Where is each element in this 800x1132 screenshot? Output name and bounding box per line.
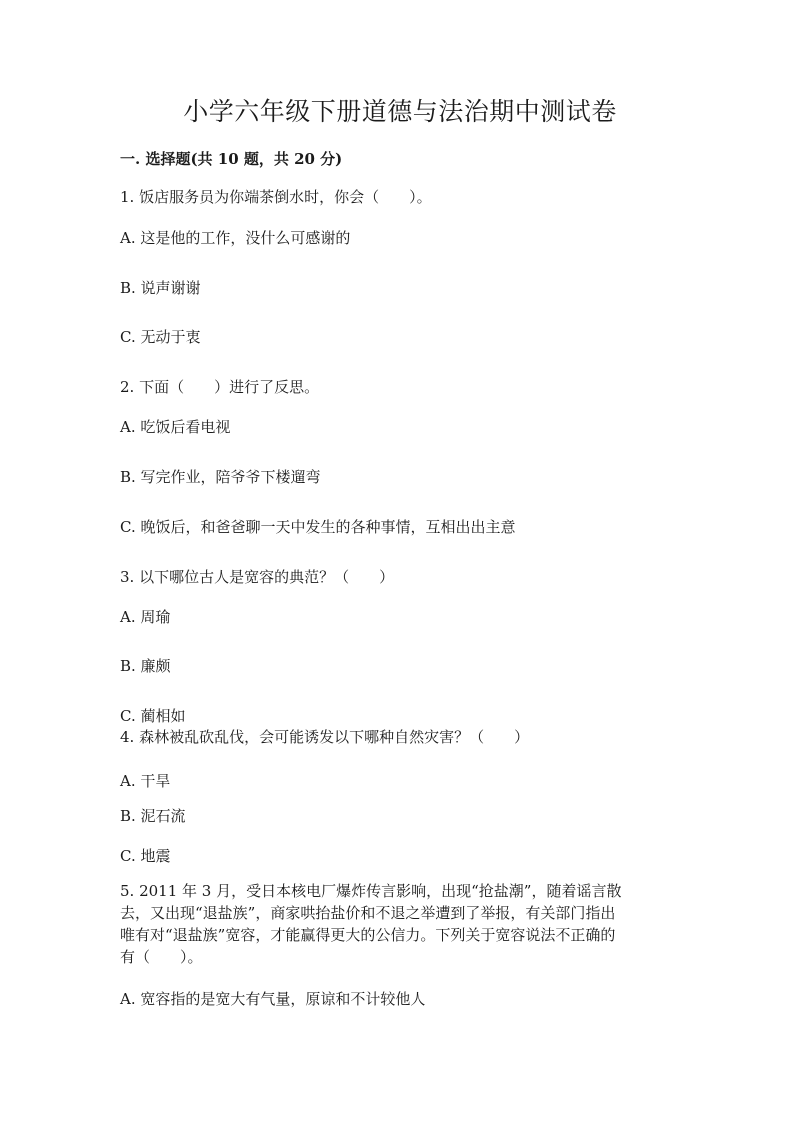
- question-5-option-a: A. 宽容指的是宽大有气量，原谅和不计较他人: [120, 990, 426, 1008]
- question-3-option-a: A. 周瑜: [120, 608, 171, 626]
- question-1-stem: 1. 饭店服务员为你端茶倒水时，你会（ ）。: [120, 188, 432, 206]
- question-5-stem-line-1: 5. 2011 年 3 月，受日本核电厂爆炸传言影响，出现“抢盐潮”，随着谣言散: [120, 882, 622, 900]
- question-4-option-a: A. 干旱: [120, 772, 171, 790]
- question-2-stem: 2. 下面（ ）进行了反思。: [120, 378, 320, 396]
- section-heading: 一. 选择题(共 10 题，共 20 分): [120, 150, 343, 168]
- question-4-option-b: B. 泥石流: [120, 807, 186, 825]
- question-3-stem: 3. 以下哪位古人是宽容的典范？（ ）: [120, 568, 395, 586]
- question-4-stem: 4. 森林被乱砍乱伐，会可能诱发以下哪种自然灾害？（ ）: [120, 728, 530, 746]
- question-2-option-a: A. 吃饭后看电视: [120, 418, 231, 436]
- question-1-option-b: B. 说声谢谢: [120, 279, 201, 297]
- question-2-option-b: B. 写完作业，陪爷爷下楼遛弯: [120, 468, 321, 486]
- question-5-stem: [120, 880, 680, 968]
- question-1-option-a: A. 这是他的工作，没什么可感谢的: [120, 229, 351, 247]
- question-2-option-c: C. 晚饭后，和爸爸聊一天中发生的各种事情，互相出出主意: [120, 518, 516, 536]
- question-5-stem-line-2: 去，又出现“退盐族”，商家哄抬盐价和不退之举遭到了举报，有关部门指出: [120, 904, 616, 922]
- exam-title: 小学六年级下册道德与法治期中测试卷: [183, 97, 617, 126]
- question-4-option-c: C. 地震: [120, 847, 171, 865]
- question-5-stem-line-4: 有（ ）。: [120, 948, 203, 966]
- question-3-option-b: B. 廉颇: [120, 657, 171, 675]
- question-1-option-c: C. 无动于衷: [120, 328, 201, 346]
- question-3-option-c: C. 蔺相如: [120, 707, 186, 725]
- question-5-stem-line-3: 唯有对“退盐族”宽容，才能赢得更大的公信力。下列关于宽容说法不正确的: [120, 926, 616, 944]
